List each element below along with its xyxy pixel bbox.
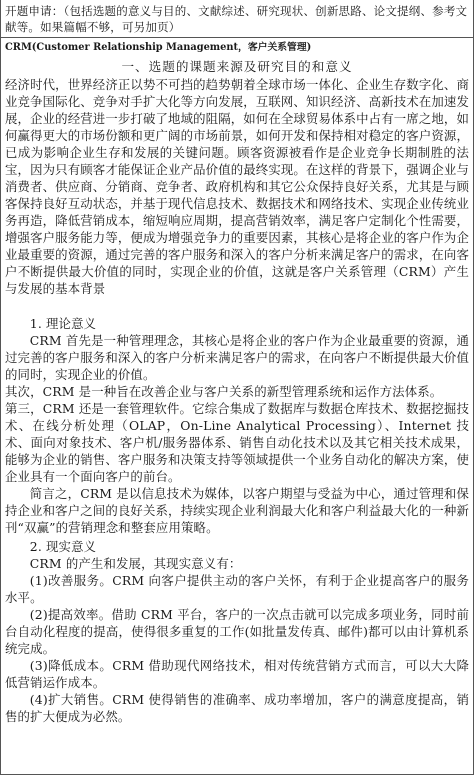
document-body [1,58,473,725]
application-note: 开题申请：（包括选题的意义与目的、文献综述、研究现状、创新思路、论文提纲、参考文献等。如果篇幅不够，可另加页） [5,4,468,34]
section-title: 一、选题的课题来源及研究目的和意义 [121,59,353,74]
practice-item: (1)改善服务。CRM 向客户提供主动的客户关怀，有利于企业提高客户的服务水平。 [5,573,469,605]
theory-paragraph-4: 简言之，CRM 是以信息技术为媒体，以客户期望与受益为中心，通过管理和保持企业和客户之间的良好关系，持续实现企业利润最大化和客户利益最大化的一种新刊“双赢”的营销理念和整套应用策略。 [5,486,470,535]
theory-paragraph-2: 其次，CRM 是一种旨在改善企业与客户关系的新型管理系统和运作方法体系。 [5,384,443,399]
background-paragraph: 经济时代，世界经济正以势不可挡的趋势朝着全球市场一体化、企业生存数字化、商业竞争国际化、竞争对手扩大化等方向发展，互联网、知识经济、高新技术在加速发展，企业的经营进一步打破了地域的阻隔，如何在全球贸易体系中占有一席之地，如何赢得更大的市场份额和更广阔的市场前景，如何开发和保持相对稳定的客户资源，已成为影响企业生存和发展的关键问题。顾客资源被看作是企业竞争长期制胜的法宝，因为只有顾客才能保证企业产品价值的最终实现。在这样的背景下，强调企业与消费者、供应商、分销商、竞争者、政府机构和其它公众保持良好关系，尤其是与顾客保持良好互动状态，并基于现代信息技术、数据技术和网络技术、实现企业传统业务再造，降低营销成本，缩短响应周期，提高营销效率，满足客户定制化个性需要，增强客户服务能力等，便成为增强竞争力的重要因素，其核心是将企业的客户作为企业最重要的资源，通过完善的客户服务和深入的客户分析来满足客户的需求，在向客户不断提供最大价值的同时，实现企业的价值，这就是客户关系管理（CRM）产生与发展的基本背景 [5,77,470,296]
theory-heading: 1. 理论意义 [29,316,97,331]
spacer [5,297,469,313]
practice-item: (4)扩大销售。CRM 使得销售的准确率、成功率增加，客户的满意度提高，销售的扩大便成为必然。 [5,692,469,724]
theory-paragraph-1: CRM 首先是一种管理理念，其核心是将企业的客户作为企业最重要的资源，通过完善的客户服务和深入的客户分析来满足客户的需求，在向客户不断提供最大价值的同时，实现企业的价值。 [5,333,470,382]
theory-paragraph-3: 第三，CRM 还是一套管理软件。它综合集成了数据库与数据仓库技术、数据挖掘技术、在线分析处理（OLAP，On-Line Analytical Processing）、Internet 技术、面向对象技术、客户机/服务器体系、销售自动化技术以及其它相关技术成果，能够为企业的销售、客户服务和决策支持等领域提供一个业务自动化的解决方案，使企业具有一个面向客户的前台。 [5,401,470,484]
subject-line: CRM(Customer Relationship Management，客户关系管理) [1,37,473,55]
practice-heading: 2. 现实意义 [29,539,97,554]
practice-item: (3)降低成本。CRM 借助现代网络技术，相对传统营销方式而言，可以大大降低营销运作成本。 [5,658,469,690]
practice-item: (2)提高效率。借助 CRM 平台，客户的一次点击就可以完成多项业务，同时前台自动化程度的提高，使得很多重复的工作(如批量发传真、邮件)都可以由计算机系统完成。 [5,607,469,656]
practice-intro: CRM 的产生和发展，其现实意义有： [29,556,242,571]
